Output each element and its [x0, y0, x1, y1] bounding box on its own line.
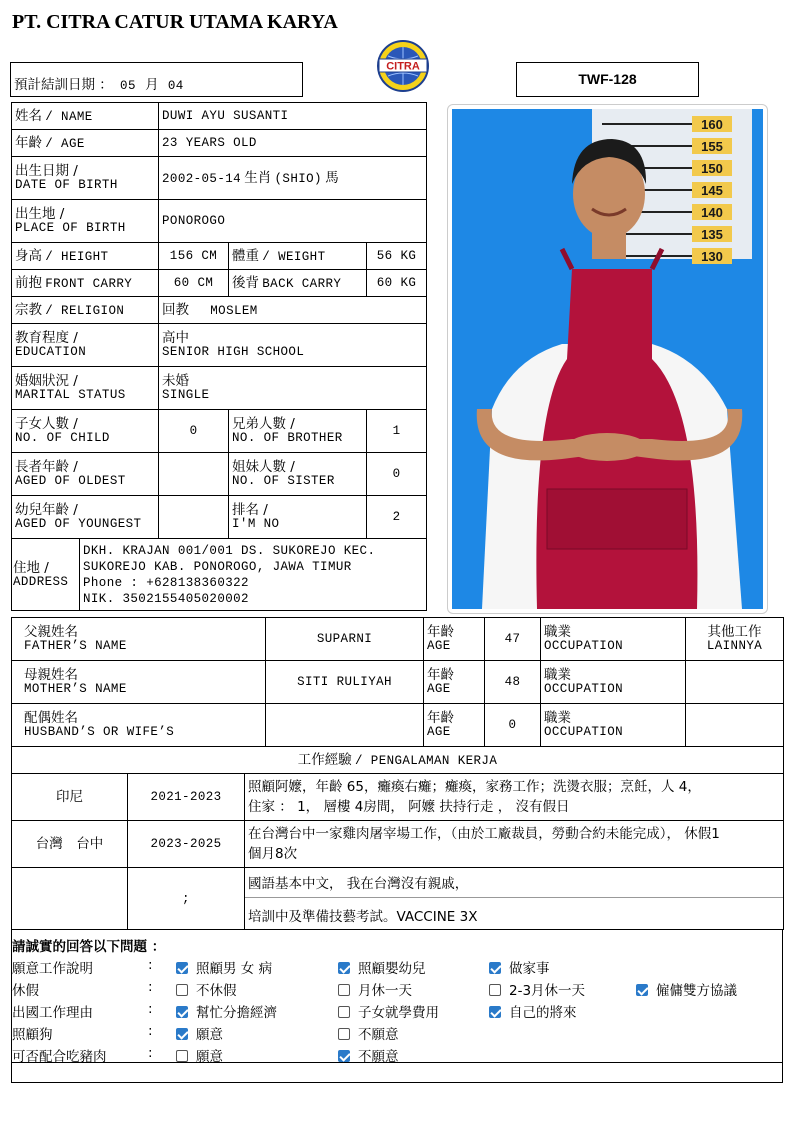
questions-title: 請誠實的回答以下問題 ：	[12, 939, 166, 955]
question-option-label: 照顧嬰幼兒	[358, 961, 426, 977]
checkbox-checked-icon[interactable]	[338, 962, 350, 974]
marital-value: 未婚 SINGLE	[159, 367, 427, 410]
training-end-day: 04	[167, 79, 184, 93]
question-option[interactable]	[636, 979, 737, 999]
ruler-label: 150	[701, 161, 723, 176]
question-label: 休假	[12, 983, 39, 999]
work-title: 工作經驗 / PENGALAMAN KERJA	[12, 747, 784, 774]
checkbox-empty-icon[interactable]	[176, 1050, 188, 1062]
question-option[interactable]	[176, 1045, 223, 1065]
question-option-label: 2-3月休一天	[509, 983, 586, 999]
ruler-label: 155	[701, 139, 723, 154]
training-end-box	[10, 62, 303, 97]
height-value: 156 CM	[159, 243, 229, 270]
question-option-label: 做家事	[509, 961, 550, 977]
citra-logo	[375, 40, 431, 92]
worker-photo	[447, 104, 768, 614]
checkbox-checked-icon[interactable]	[176, 962, 188, 974]
question-option-label: 不願意	[358, 1049, 399, 1065]
question-option[interactable]	[489, 957, 550, 977]
question-colon: :	[148, 1001, 153, 1017]
ruler-label: 145	[701, 183, 723, 198]
religion-value: 回教 MOSLEM	[159, 297, 427, 324]
address-value: DKH. KRAJAN 001/001 DS. SUKOREJO KEC. SUKOREJO KAB. PONOROGO, JAWA TIMUR Phone : +628138360322 NIK. 3502155405020002	[80, 539, 427, 611]
question-label: 願意工作說明	[12, 961, 93, 977]
question-colon: :	[148, 979, 153, 995]
question-option[interactable]	[489, 979, 585, 999]
youngest-value	[159, 496, 229, 539]
age-value: 23 YEARS OLD	[159, 130, 427, 157]
spouse-age: 0	[485, 704, 541, 747]
checkbox-checked-icon[interactable]	[176, 1028, 188, 1040]
weight-value: 56 KG	[367, 243, 427, 270]
question-label: 可否配合吃豬肉	[12, 1049, 107, 1065]
question-option-label: 願意	[196, 1027, 223, 1043]
question-option[interactable]	[338, 1001, 439, 1021]
question-option-label: 不願意	[358, 1027, 399, 1043]
checkbox-empty-icon[interactable]	[176, 984, 188, 996]
checkbox-checked-icon[interactable]	[176, 1006, 188, 1018]
work-table: 工作經驗 / PENGALAMAN KERJA 印尼 2021-2023 照顧阿嬤，年齡 65，癱瘓右癱；癱瘓，家務工作；洗燙衣服；烹飪，人 4， 住家 ： 1， 層樓 4房間， 阿嬤 扶持行走 ， 沒有假日 台灣 台中 2023-2025 在台灣台中一家雞肉屠宰場工作，（由於工廠裁員，勞動合約未能完成）， 休假1 個月8次 ; 國語基本中文， 我在台灣沒有親戚， 培訓中及準備技藝考試。VACCINE 3X	[11, 746, 784, 930]
question-option-label: 不休假	[196, 983, 237, 999]
ruler-label: 135	[701, 227, 723, 242]
question-option[interactable]	[176, 1023, 223, 1043]
oldest-value	[159, 453, 229, 496]
checkbox-empty-icon[interactable]	[489, 984, 501, 996]
question-label: 照顧狗	[12, 1027, 53, 1043]
question-option[interactable]	[338, 979, 412, 999]
question-option-label: 自己的將來	[509, 1005, 577, 1021]
education-value: 高中 SENIOR HIGH SCHOOL	[159, 324, 427, 367]
spouse-name	[266, 704, 424, 747]
question-option[interactable]	[176, 1001, 277, 1021]
worker-code: TWF-128	[516, 62, 699, 97]
personal-table: 姓名 / NAME DUWI AYU SUSANTI 年齡 / AGE 23 YEARS OLD 出生日期 / DATE OF BIRTH 2002-05-14 生肖 (SHIO) 馬 出生地 / PLACE OF BIRTH PONOROGO 身高 / HEIGHT 156 CM 體重 / WEIGHT 56 KG 前抱 FRONT CARRY 60 CM 後背 BACK CARRY 60 KG 宗教 / RELIGION 回教 MOSLEM 教育程度 / EDUCATION 高中 SENIOR HIGH SCHOOL 婚姻狀況 / MARITAL STATUS 未婚 SINGLE 子女人數 / NO. OF CHILD 0 兄弟人數 / NO. OF BROTHER 1 長者年齡 / AGED OF OLDEST 姐妹人數 / NO. OF SISTER 0 幼兒年齡 / AGED OF YOUNGEST 排名 / I'M NO 2 住地 / ADDRESS DKH. KRAJAN 001/001 DS. SUKOREJO KEC. SUKOREJO KAB. PONOROGO, JAWA TIMUR Phone : +628138360322 NIK. 3502155405020002	[11, 102, 427, 611]
question-option[interactable]	[338, 957, 426, 977]
name-value: DUWI AYU SUSANTI	[159, 103, 427, 130]
checkbox-empty-icon[interactable]	[338, 984, 350, 996]
question-option[interactable]	[489, 1001, 577, 1021]
father-name: SUPARNI	[266, 618, 424, 661]
child-value: 0	[159, 410, 229, 453]
question-option-label: 子女就學費用	[358, 1005, 439, 1021]
ruler-label: 140	[701, 205, 723, 220]
question-option-label: 幫忙分擔經濟	[196, 1005, 277, 1021]
company-title: PT. CITRA CATUR UTAMA KARYA	[12, 11, 338, 33]
checkbox-checked-icon[interactable]	[489, 962, 501, 974]
ruler-label: 160	[701, 117, 723, 132]
front-carry-value: 60 CM	[159, 270, 229, 297]
dob-value: 2002-05-14 生肖 (SHIO) 馬	[159, 157, 427, 200]
checkbox-checked-icon[interactable]	[636, 984, 648, 996]
checkbox-empty-icon[interactable]	[338, 1028, 350, 1040]
rank-value: 2	[367, 496, 427, 539]
checkbox-checked-icon[interactable]	[489, 1006, 501, 1018]
pob-value: PONOROGO	[159, 200, 427, 243]
question-option[interactable]	[338, 1045, 399, 1065]
question-label: 出國工作理由	[12, 1005, 93, 1021]
ruler-label: 130	[701, 249, 723, 264]
question-option[interactable]	[176, 957, 272, 977]
question-option[interactable]	[176, 979, 237, 999]
checkbox-checked-icon[interactable]	[338, 1050, 350, 1062]
mother-age: 48	[485, 661, 541, 704]
back-carry-value: 60 KG	[367, 270, 427, 297]
training-end-month-label: 月	[145, 77, 159, 93]
question-option[interactable]	[338, 1023, 399, 1043]
question-colon: :	[148, 1045, 153, 1061]
checkbox-empty-icon[interactable]	[338, 1006, 350, 1018]
question-option-label: 僱傭雙方協議	[656, 983, 737, 999]
question-option-label: 月休一天	[358, 983, 412, 999]
sister-value: 0	[367, 453, 427, 496]
family-table: 父親姓名 FATHER’S NAME SUPARNI 年齡 AGE 47 職業 OCCUPATION 其他工作 LAINNYA 母親姓名 MOTHER’S NAME SITI RULIYAH 年齡 AGE 48 職業 OCCUPATION 配偶姓名 HUSBAND’S OR WIFE’S 年齡 AGE 0 職業 OCCUPATION	[11, 617, 784, 747]
question-colon: :	[148, 957, 153, 973]
training-end-label: 預計結訓日期 ：	[14, 77, 113, 93]
mother-name: SITI RULIYAH	[266, 661, 424, 704]
svg-text:CITRA: CITRA	[386, 60, 420, 73]
question-option-label: 照顧男 女 病	[196, 961, 273, 977]
brother-value: 1	[367, 410, 427, 453]
father-age: 47	[485, 618, 541, 661]
question-colon: :	[148, 1023, 153, 1039]
training-end-month: 05	[120, 79, 136, 93]
question-option-label: 願意	[196, 1049, 223, 1065]
